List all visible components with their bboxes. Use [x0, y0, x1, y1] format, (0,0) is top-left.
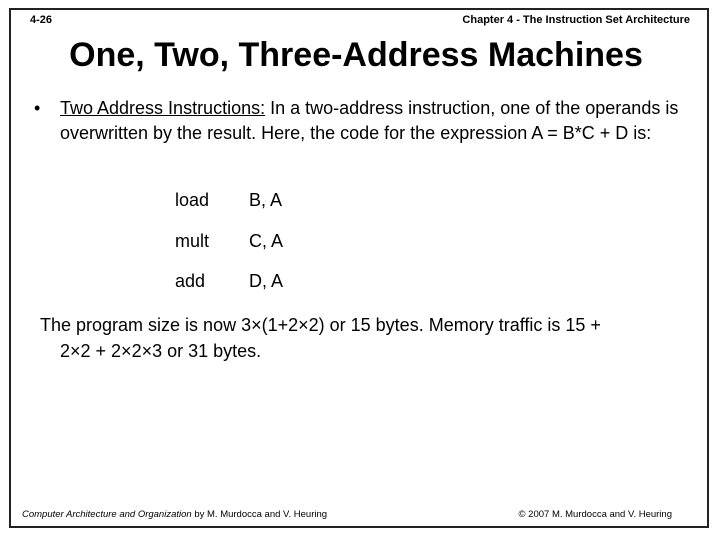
summary-line-2: 2×2 + 2×2×3 or 31 bytes. — [60, 341, 262, 361]
code-listing — [175, 188, 283, 310]
slide-number: 4-26 — [30, 14, 53, 26]
summary-text — [40, 312, 690, 364]
code-line — [175, 229, 283, 270]
code-line — [175, 188, 283, 229]
slide-title: One, Two, Three-Address Machines — [69, 36, 643, 74]
code-opcode: mult — [175, 230, 210, 251]
code-opcode: load — [175, 190, 210, 210]
chapter-title: Chapter 4 - The Instruction Set Architecture — [462, 14, 690, 26]
code-operands: D, A — [249, 271, 284, 291]
footer-citation — [22, 509, 327, 520]
code-operands: B, A — [249, 190, 283, 210]
code-opcode: add — [175, 271, 206, 291]
bullet-marker: • — [34, 98, 41, 118]
code-operands: C, A — [249, 230, 284, 251]
bullet-lead: Two Address Instructions: — [60, 98, 266, 118]
slide-frame — [9, 8, 709, 528]
footer-copyright: © 2007 M. Murdocca and V. Heuring — [518, 509, 672, 520]
bullet-item — [34, 96, 694, 146]
footer-book-title: Computer Architecture and Organization — [22, 509, 192, 520]
footer-authors: by M. Murdocca and V. Heuring — [191, 509, 328, 520]
summary-line-1: The program size is now 3×(1+2×2) or 15 bytes. Memory traffic is 15 + — [40, 315, 601, 335]
bullet-body: In a two-address instruction, one of the operands is overwritten by the result. Here, the code for the expression A = B*C + D is: — [60, 98, 679, 143]
code-line — [175, 269, 283, 310]
bullet-text — [60, 96, 694, 146]
